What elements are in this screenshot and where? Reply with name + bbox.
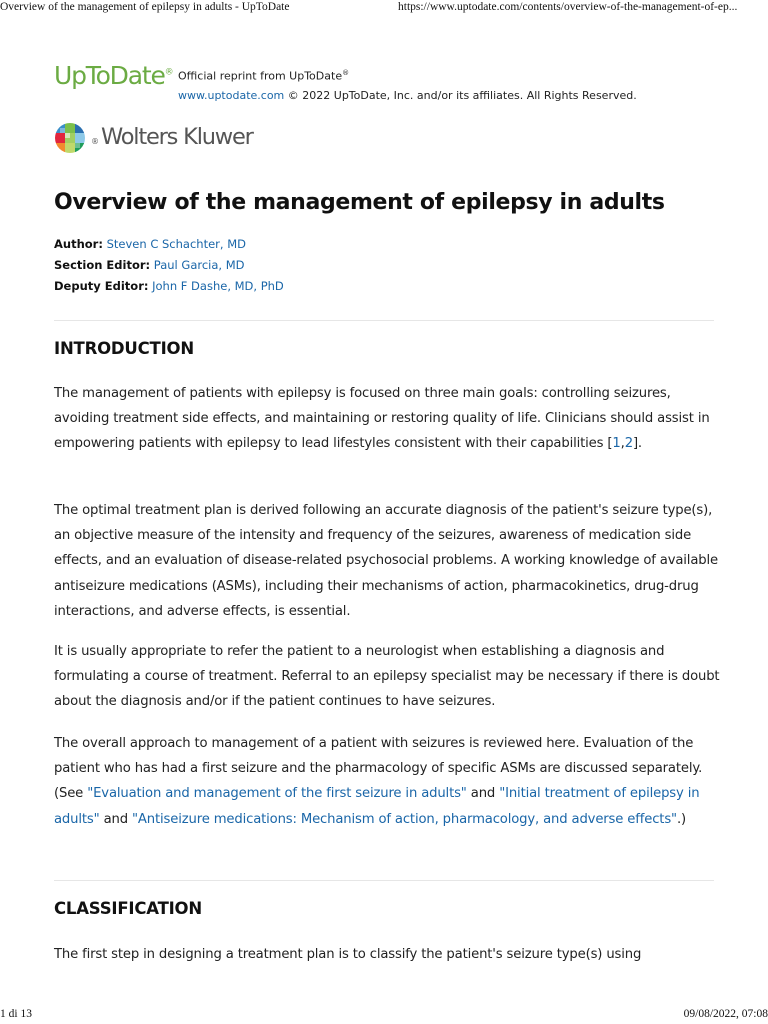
author-label: Author: [54, 237, 103, 251]
uptodate-logo-reg: ® [164, 67, 174, 78]
link-initial-treatment[interactable]: "Initial treatment of epilepsy in adults" [54, 786, 700, 827]
introduction-paragraph-2: The optimal treatment plan is derived following an accurate diagnosis of the patient's seizure type(s), an objective measure of the intensity and frequency of the seizures, awareness of medication side effects, and an evaluation of disease-related psychosocial problems. A working knowledge of available antiseizure medications (ASMs), including their mechanisms of action, pharmacokinetics, drug-drug interactions, and adverse effects, is essential. [54, 503, 718, 619]
wolters-kluwer-reg: ® [91, 137, 99, 146]
introduction-paragraph-4 [54, 731, 726, 832]
link-antiseizure-medications[interactable]: "Antiseizure medications: Mechanism of action, pharmacology, and adverse effects" [132, 811, 677, 827]
deputy-editor-link[interactable]: John F Dashe, MD, PhD [152, 279, 284, 293]
print-datetime: 09/08/2022, 07:08 [683, 1008, 768, 1020]
divider [54, 880, 714, 881]
wolters-kluwer-logo [54, 121, 254, 155]
reprint-text: Official reprint from UpToDate [178, 69, 343, 83]
copyright-text: © 2022 UpToDate, Inc. and/or its affiliates. All Rights Reserved. [284, 88, 637, 102]
introduction-paragraph-3: It is usually appropriate to refer the patient to a neurologist when establishing a diagnosis and formulating a course of treatment. Referral to an epilepsy specialist may be necessary if there is doubt about the diagnosis and/or if the patient continues to have seizures. [54, 644, 720, 710]
print-url: https://www.uptodate.com/contents/overview-of-the-management-of-ep... [398, 1, 738, 13]
section-editor-link[interactable]: Paul Garcia, MD [153, 258, 245, 272]
link-first-seizure[interactable]: "Evaluation and management of the first seizure in adults" [87, 786, 467, 802]
classification-heading: CLASSIFICATION [54, 899, 202, 918]
site-link[interactable]: www.uptodate.com [178, 88, 285, 102]
reference-link-2[interactable]: 2 [624, 436, 633, 452]
author-link[interactable]: Steven C Schachter, MD [106, 237, 246, 251]
reprint-banner [54, 60, 714, 100]
intro-p4-and-1: and [466, 786, 500, 802]
introduction-heading: INTRODUCTION [54, 339, 194, 358]
classification-paragraph-1: The first step in designing a treatment plan is to classify the patient's seizure type(s) using [54, 947, 642, 962]
reprint-notice [178, 64, 637, 105]
intro-p1-text: The management of patients with epilepsy is focused on three main goals: controlling seizures, avoiding treatment side effects, and maintaining or restoring quality of life. Clinicians should assist in empowering patients with epilepsy to lead lifestyles consistent with their capabilities [ [54, 386, 710, 452]
intro-p1-end: ]. [632, 436, 642, 452]
print-page-count: 1 di 13 [0, 1008, 32, 1020]
deputy-editor-label: Deputy Editor: [54, 279, 149, 293]
uptodate-logo-text: UpToDate [54, 61, 165, 90]
wolters-kluwer-globe-icon [54, 121, 88, 155]
section-editor-row [54, 255, 284, 276]
introduction-paragraph-1 [54, 381, 726, 457]
wolters-kluwer-name: Wolters Kluwer [101, 124, 253, 150]
reprint-reg: ® [342, 69, 350, 77]
reference-link-1[interactable]: 1 [612, 436, 621, 452]
divider [54, 320, 714, 321]
article-contributors [54, 234, 284, 297]
print-page-title: Overview of the management of epilepsy in adults - UpToDate [0, 1, 290, 13]
print-header [0, 0, 768, 18]
intro-p4-text: The overall approach to management of a patient with seizures is reviewed here. Evaluation of the patient who has had a first seizure and the pharmacology of specific ASMs are discussed separately. (See [54, 736, 703, 802]
section-editor-label: Section Editor: [54, 258, 151, 272]
intro-p4-end: .) [676, 811, 687, 827]
author-row [54, 234, 284, 255]
deputy-editor-row [54, 276, 284, 297]
print-footer [0, 1008, 768, 1024]
article-title: Overview of the management of epilepsy in adults [54, 190, 665, 215]
intro-p1-sep: , [620, 436, 625, 452]
uptodate-logo[interactable] [54, 61, 174, 90]
intro-p4-and-2: and [99, 811, 132, 827]
